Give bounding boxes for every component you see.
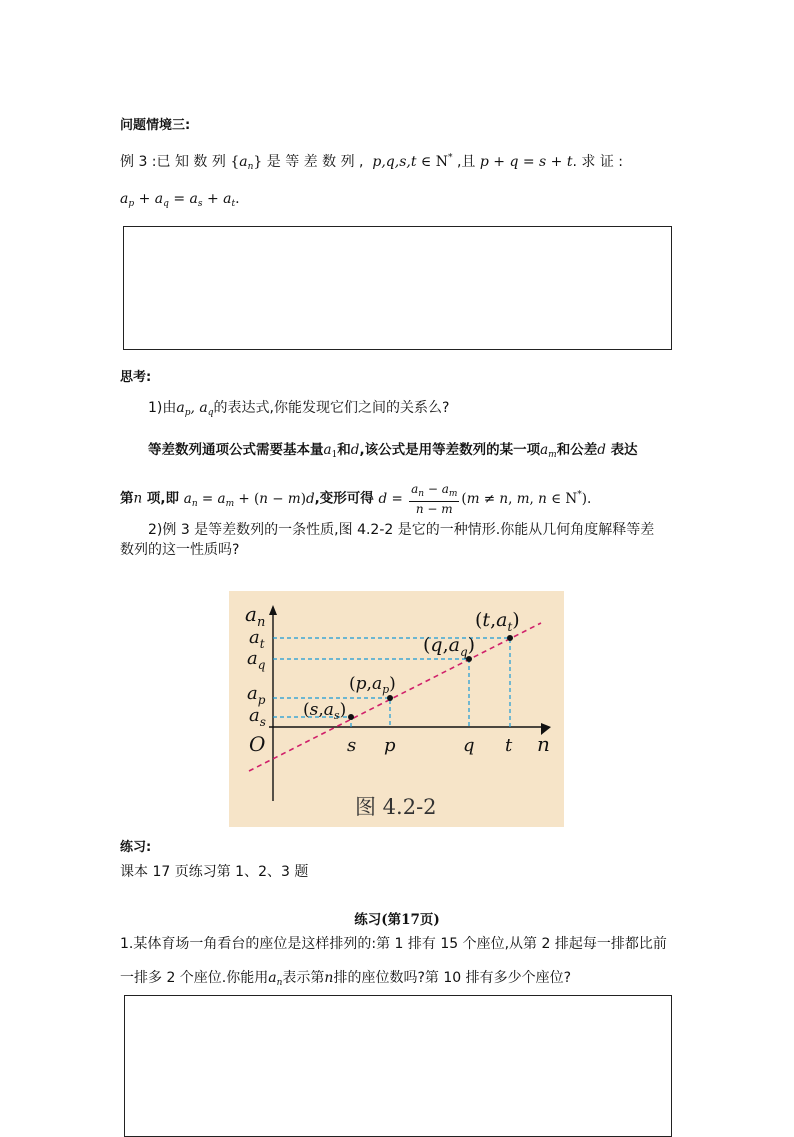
figure-caption: 图 4.2-2 xyxy=(355,795,437,819)
x-tick-q: q xyxy=(463,735,475,756)
label-p-ap: $(p,a_p)$ xyxy=(349,674,396,696)
sequence-symbol: $\{a_n\}$ xyxy=(230,154,263,172)
x-tick-t: t xyxy=(505,735,513,756)
x-tick-p: p xyxy=(384,735,396,756)
example-condition: p + q = s + t xyxy=(479,154,573,170)
y-tick-a-p: $a_p$ xyxy=(247,683,266,707)
label-q-aq: $(q,a_q)$ xyxy=(423,634,476,659)
practice-question-1-line-2: 一排多 2 个座位.你能用$a_n$表示第n排的座位数吗?第 10 排有多少个座位? xyxy=(120,970,572,988)
practice-title: 练习: xyxy=(120,840,152,855)
y-tick-a-s: $a_s$ xyxy=(249,705,266,729)
think-question-2-line-1: 2)例 3 是等差数列的一条性质,图 4.2-2 是它的一种情形.你能从几何角度解释等差 xyxy=(148,522,655,538)
y-axis-arrow xyxy=(269,605,277,615)
example-end: . 求 证 : xyxy=(572,154,624,170)
practice-heading: 练习(第17页) xyxy=(354,912,440,928)
section-title: 问题情境三: xyxy=(120,118,191,133)
x-axis-label: n xyxy=(537,732,550,756)
y-tick-a-t: $a_t$ xyxy=(249,627,265,651)
answer-box-example-3[interactable] xyxy=(123,226,672,350)
think-question-1: 1)由$a_p$, $a_q$的表达式,你能发现它们之间的关系么? xyxy=(148,400,450,418)
think-question-2-line-2: 数列的这一性质吗? xyxy=(120,542,240,558)
point-s xyxy=(348,714,354,720)
think-paragraph-1: 等差数列通项公式需要基本量$a_1$和d,该公式是用等差数列的某一项$a_m$和公差d 表达 xyxy=(148,442,638,460)
example-label: 例 3 :已 知 数 列 xyxy=(120,154,226,170)
example-3-statement: 例 3 :已 知 数 列 $\{a_n\}$ 是 等 差 数 列 , p,q,s,t ∈ N* ,且 p + q = s + t. 求 证 : xyxy=(120,153,624,172)
y-axis-label: $a_n$ xyxy=(245,602,266,630)
figure-graph xyxy=(229,591,564,827)
proof-goal: $a_p + a_q = a_s + a_t$. xyxy=(120,191,240,209)
label-t-at: $(t,a_t)$ xyxy=(475,609,520,634)
label-s-as: $(s,a_s)$ xyxy=(303,700,347,722)
y-tick-a-q: $a_q$ xyxy=(247,648,266,672)
figure-4-2-2 xyxy=(229,591,564,827)
example-vars: p,q,s,t xyxy=(372,154,417,170)
example-text: 是 等 差 数 列 , xyxy=(266,154,364,170)
think-title: 思考: xyxy=(120,370,152,385)
example-text-2: ,且 xyxy=(456,154,476,170)
think-paragraph-2: 第n 项,即 $a_n = a_m + (n - m)d$,变形可得 d = $\frac{a_n - a_m}{n - m}$ (m ≠ n, m, n ∈ N*). xyxy=(120,482,592,516)
answer-box-practice-1[interactable] xyxy=(124,995,672,1137)
origin-label: O xyxy=(249,732,266,756)
x-tick-s: s xyxy=(347,735,357,756)
practice-question-1-line-1: 1.某体育场一角看台的座位是这样排列的:第 1 排有 15 个座位,从第 2 排起每一排都比前 xyxy=(120,936,667,952)
practice-text: 课本 17 页练习第 1、2、3 题 xyxy=(120,864,309,880)
point-t xyxy=(507,635,513,641)
